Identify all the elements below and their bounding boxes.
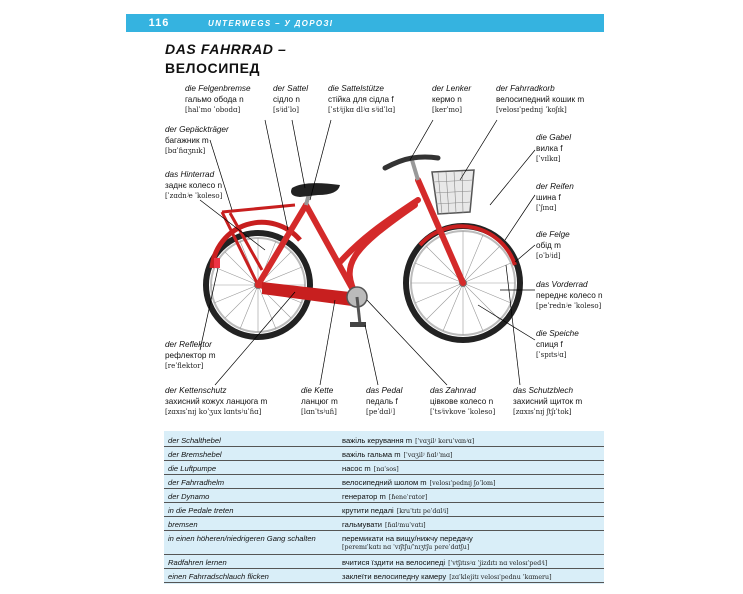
- label-felge: die Felge обід m [oˈbʲid]: [536, 230, 570, 260]
- table-row: bremsen гальмувати [ɦɑlʲmuˈvɑtɪ]: [164, 520, 604, 531]
- saddle-shape: [291, 183, 340, 197]
- basket-shape: [432, 170, 474, 214]
- table-row: die Luftpumpe насос m [nɑˈsos]: [164, 464, 604, 475]
- pedal-shape: [350, 322, 366, 327]
- table-row: in einen höheren/niedrigeren Gang schalten перемикати на вищу/нижчу передачу [peremɪˈkɑtɪ nɑ ˈvɪʃtʃu/ˈnɪʒtʃu pereˈdɑtʃu]: [164, 534, 604, 555]
- leader-lines: [200, 120, 535, 385]
- table-row: der Bremshebel важіль гальма m [ˈvɑʒilʲ ɦɑlʲˈmɑ]: [164, 450, 604, 461]
- table-row: in die Pedale treten крутити педалі [kruˈtɪtɪ peˈdɑlʲi]: [164, 506, 604, 517]
- label-zahnrad: das Zahnrad цівкове колесо n [ˈtsʲivkove ˈkoleso]: [430, 386, 496, 416]
- section-title: UNTERWEGS – У ДОРОЗІ: [208, 18, 334, 28]
- label-speiche: die Speiche спиця f [ˈspɪtsʲɑ]: [536, 329, 579, 359]
- label-gepaecktraeger: der Gepäckträger багажник m [bɑˈɦɑʒnɪk]: [165, 125, 229, 155]
- title-ukrainian: ВЕЛОСИПЕД: [165, 60, 261, 76]
- vocabulary-table: [164, 431, 604, 584]
- label-fahrradkorb: der Fahrradkorb велосипедний кошик m [velosɪˈpednɪj ˈkoʃɪk]: [496, 84, 585, 114]
- label-hinterrad: das Hinterrad заднє колесо n [ˈzɑdnʲe ˈkoleso]: [165, 170, 223, 200]
- label-gabel: die Gabel вилка f [ˈvɪlkɑ]: [536, 133, 572, 163]
- label-kettenschutz: der Kettenschutz захисний кожух ланцюга m [zɑxɪsˈnɪj koˈʒux lɑntsʲuˈɦɑ]: [165, 386, 268, 416]
- page-number: 116: [148, 17, 170, 29]
- label-lenker: der Lenker кермо n [kerˈmo]: [432, 84, 472, 114]
- label-reifen: der Reifen шина f [ˈʃɪnɑ]: [536, 182, 574, 212]
- label-sattelstuetze: die Sattelstütze стійка для сідла f [ˈstʲijkɑ dlʲɑ sʲidˈlɑ]: [328, 84, 396, 114]
- label-reflektor: der Reflektor рефлектор m [reˈflektor]: [165, 340, 216, 370]
- table-row: einen Fahrradschlauch flicken заклеїти велосипедну камеру [zɑˈklejitɪ velosɪˈpednu ˈkɑmeru]: [164, 572, 604, 583]
- table-row: der Dynamo генератор m [ɦeneˈrɑtor]: [164, 492, 604, 503]
- label-vorderrad: das Vorderrad переднє колесо n [peˈrednʲe ˈkoleso]: [536, 280, 603, 310]
- label-felgenbremse: die Felgenbremse гальмо обода n [halˈmo ˈobodɑ]: [185, 84, 251, 114]
- table-row: Radfahren lernen вчитися їздити на велосипеді [ˈvtʃɪtɪsʲɑ ˈjizdɪtɪ nɑ velosɪˈpedʲi]: [164, 558, 604, 569]
- label-kette: die Kette ланцюг m [lɑnˈtsʲuɦ]: [301, 386, 338, 416]
- table-row: der Fahrradhelm велосипедний шолом m [velosɪˈpednɪj ʃoˈlom]: [164, 478, 604, 489]
- label-schutzblech: das Schutzblech захисний щиток m [zɑxɪsˈnɪj ʃtʃɪˈtok]: [513, 386, 583, 416]
- label-sattel: der Sattel сідло n [sʲidˈlo]: [273, 84, 309, 114]
- reflector-shape: [214, 258, 220, 268]
- label-pedal: das Pedal педаль f [peˈdɑlʲ]: [366, 386, 403, 416]
- table-row: der Schalthebel важіль керування m [ˈvɑʒilʲ keruˈvɑnʲɑ]: [164, 436, 604, 447]
- title-german: DAS FAHRRAD –: [165, 41, 287, 57]
